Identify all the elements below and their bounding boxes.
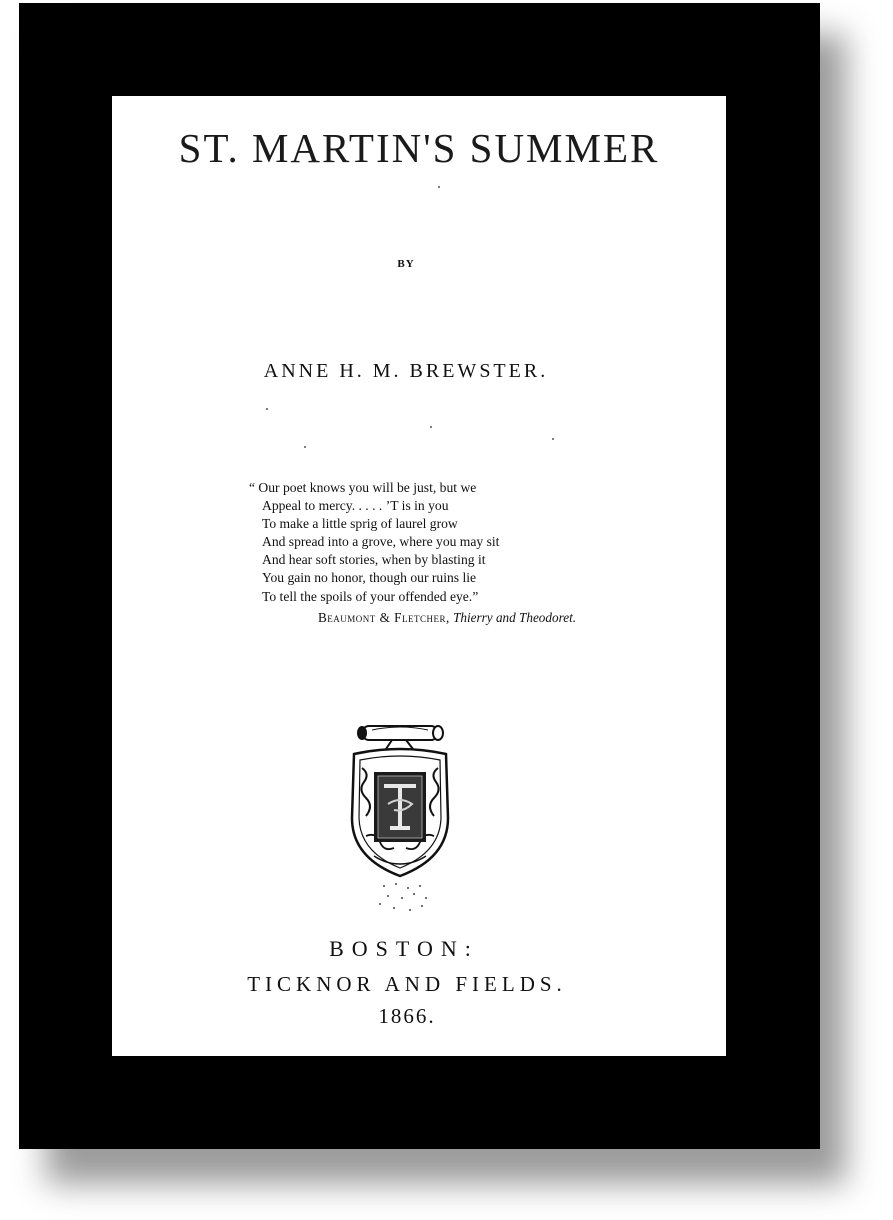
title-page — [112, 96, 726, 1056]
attribution-work: Thierry and Theodoret. — [453, 610, 577, 625]
epigraph-line: Appeal to mercy. . . . . ’T is in you — [262, 498, 449, 514]
epigraph-line: To tell the spoils of your offended eye.” — [262, 588, 479, 604]
publisher-monogram-shield-icon — [344, 718, 456, 918]
imprint-publisher: TICKNOR AND FIELDS. — [247, 972, 567, 996]
epigraph-line: And hear soft stories, when by blasting it — [262, 552, 486, 568]
paper-speck — [438, 186, 440, 188]
paper-speck — [552, 438, 554, 440]
epigraph-line: And spread into a grove, where you may sit — [262, 534, 500, 550]
epigraph-line: You gain no honor, though our ruins lie — [262, 570, 477, 586]
epigraph-line: “ Our poet knows you will be just, but we — [249, 480, 477, 495]
book-title: ST. MARTIN'S SUMMER — [178, 125, 660, 171]
author-name: ANNE H. M. BREWSTER. — [263, 360, 549, 382]
paper-speck — [266, 408, 268, 410]
attribution-authors: Beaumont & Fletcher, — [318, 610, 450, 625]
imprint-year: 1866. — [378, 1004, 436, 1028]
paper-speck — [304, 446, 306, 448]
imprint-city: BOSTON: — [329, 936, 479, 961]
epigraph — [249, 479, 649, 606]
epigraph-line: To make a little sprig of laurel grow — [262, 516, 458, 532]
epigraph-attribution — [318, 610, 718, 626]
paper-speck — [430, 426, 432, 428]
by-label: BY — [397, 258, 415, 270]
